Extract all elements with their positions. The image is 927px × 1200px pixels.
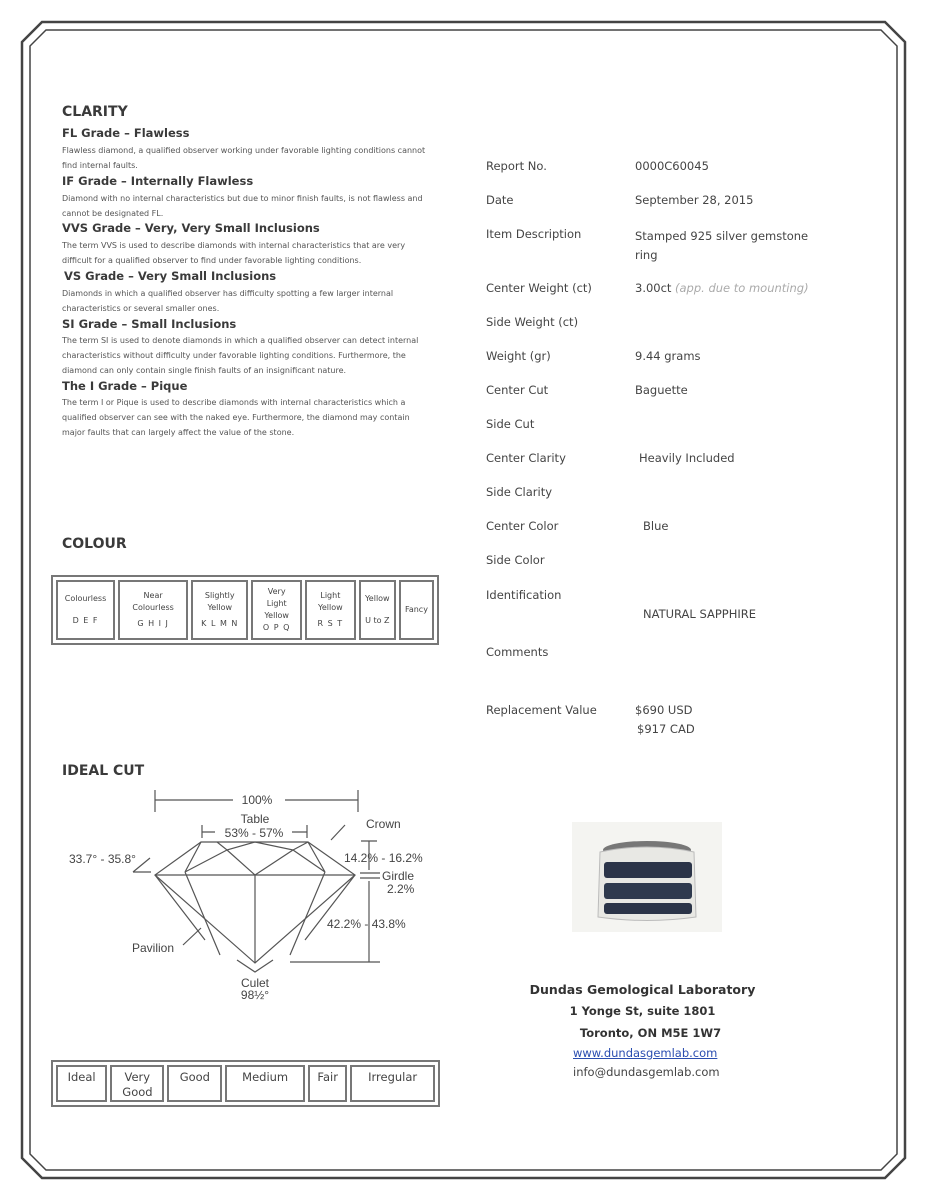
culet-angle: 98½° (240, 988, 270, 1002)
report-label: Center Clarity (486, 451, 566, 465)
colour-name: Near Colourless (132, 591, 174, 612)
ring-photo (572, 822, 722, 932)
table-label: Table (240, 812, 270, 826)
report-label: Center Cut (486, 383, 549, 397)
clarity-heading: CLARITY (62, 104, 128, 120)
grade-title: VS Grade – Very Small Inclusions (64, 269, 277, 283)
diameter-label: 100% (241, 793, 273, 807)
grade-title: SI Grade – Small Inclusions (62, 317, 237, 331)
colour-name: Yellow (364, 594, 390, 603)
report-label: Identification (486, 588, 562, 602)
colour-cell (399, 580, 434, 640)
colour-name: Colourless (64, 594, 107, 603)
cut-grade-cell: Good (167, 1065, 222, 1102)
colour-grades: K L M N (201, 619, 239, 628)
colour-scale-table (51, 575, 439, 645)
report-label: Comments (486, 645, 549, 659)
colour-name: Light Yellow (318, 591, 343, 612)
report-value: Stamped 925 silver gemstone ring (635, 229, 809, 262)
grade-text: The term I or Pique is used to describe diamonds with internal characteristics which a qualified observer can see with the naked eye. Furthermore, the diamond may contain major faults that can largely affect the value of the stone. (62, 398, 410, 437)
report-label: Side Weight (ct) (486, 315, 579, 329)
report-label: Side Cut (486, 417, 535, 431)
colour-name: Slightly Yellow (204, 591, 235, 612)
diamond-proportions-diagram (55, 780, 435, 1010)
report-label: Date (486, 193, 514, 207)
grade-text: The term VVS is used to describe diamonds with internal characteristics that are very difficult for a qualified observer to find under favorable lighting conditions. (62, 241, 406, 265)
grade-text: Diamonds in which a qualified observer has difficulty spotting a few larger internal characteristics or several smaller ones. (62, 289, 394, 313)
report-value: September 28, 2015 (635, 193, 754, 207)
report-value: Heavily Included (639, 451, 735, 465)
lab-address-line2: Toronto, ON M5E 1W7 (579, 1026, 722, 1040)
colour-cell (118, 580, 188, 640)
report-label: Report No. (486, 159, 547, 173)
colour-cell (251, 580, 302, 640)
grade-title: IF Grade – Internally Flawless (62, 174, 254, 188)
report-value: 9.44 grams (635, 349, 701, 363)
lab-email: info@dundasgemlab.com (573, 1065, 720, 1079)
colour-heading: COLOUR (62, 536, 127, 552)
ideal-cut-heading: IDEAL CUT (62, 763, 145, 779)
culet-label: Culet (240, 976, 270, 990)
pavilion-label: Pavilion (132, 941, 175, 955)
grade-title: The I Grade – Pique (62, 379, 188, 393)
report-value: NATURAL SAPPHIRE (643, 607, 757, 621)
table-value: 53% - 57% (224, 826, 284, 840)
grade-text: Flawless diamond, a qualified observer working under favorable lighting conditions cannot find internal faults. (62, 146, 426, 170)
report-label: Side Color (486, 553, 545, 567)
report-value-secondary: $917 CAD (637, 722, 695, 736)
report-label: Weight (gr) (486, 349, 551, 363)
report-value-note: (app. due to mounting) (675, 281, 809, 295)
cut-grade-cell (110, 1065, 164, 1102)
cut-grade-label: Very Good (122, 1070, 153, 1099)
colour-grades: U to Z (365, 616, 390, 625)
girdle-label: Girdle (382, 869, 415, 883)
colour-grades: R S T (317, 619, 344, 628)
grade-title: FL Grade – Flawless (62, 126, 190, 140)
report-value: 0000C60045 (635, 159, 709, 173)
report-label: Center Color (486, 519, 559, 533)
colour-cell (305, 580, 356, 640)
cut-grade-cell: Ideal (56, 1065, 107, 1102)
lab-website-link[interactable]: www.dundasgemlab.com (573, 1046, 718, 1060)
colour-grades: D E F (72, 616, 99, 625)
report-label: Item Description (486, 227, 582, 241)
report-value: Baguette (635, 383, 688, 397)
cut-grade-cell: Irregular (350, 1065, 435, 1102)
crown-angle: 33.7° - 35.8° (69, 852, 136, 866)
cut-grade-cell: Medium (225, 1065, 305, 1102)
colour-grades: O P Q (262, 623, 291, 632)
grade-title: VVS Grade – Very, Very Small Inclusions (62, 221, 320, 235)
colour-cell (191, 580, 248, 640)
cut-grade-cell: Fair (308, 1065, 347, 1102)
crown-height: 14.2% - 16.2% (344, 851, 423, 865)
girdle-value: 2.2% (387, 882, 415, 896)
lab-address-line1: 1 Yonge St, suite 1801 (569, 1004, 716, 1018)
report-value: Blue (643, 519, 669, 533)
colour-name: Very Light Yellow (264, 587, 289, 620)
colour-cell (359, 580, 396, 640)
crown-label: Crown (366, 817, 401, 831)
report-label: Replacement Value (486, 703, 597, 717)
report-value: $690 USD (635, 703, 693, 717)
grade-text: Diamond with no internal characteristics but due to minor finish faults, is not flawless and cannot be designated FL. (62, 194, 423, 218)
colour-name: Fancy (404, 605, 428, 614)
report-label: Center Weight (ct) (486, 281, 592, 295)
colour-cell (56, 580, 115, 640)
pavilion-depth: 42.2% - 43.8% (327, 917, 406, 931)
grade-text: The term SI is used to denote diamonds in which a qualified observer can detect internal characteristics without difficulty under favorable lighting conditions. Furthermore, the diamond can only contain single finish faults of an insignificant nature. (62, 336, 419, 375)
colour-grades: G H I J (137, 619, 169, 628)
lab-name: Dundas Gemological Laboratory (529, 982, 756, 997)
cut-grade-table (51, 1060, 440, 1107)
report-value: 3.00ct (635, 281, 672, 295)
report-label: Side Clarity (486, 485, 553, 499)
